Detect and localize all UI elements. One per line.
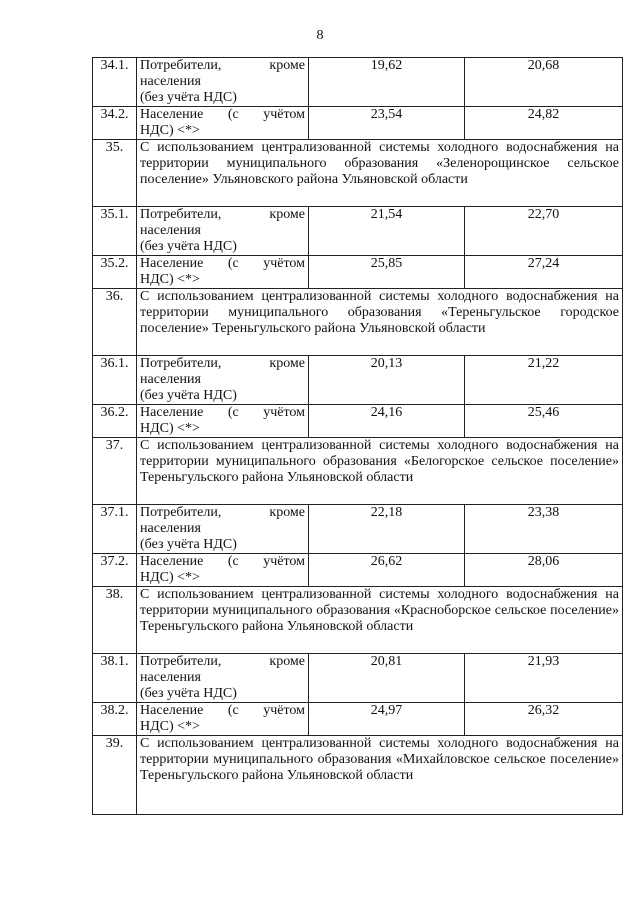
tariff-value-first-period: 20,81 <box>309 654 465 703</box>
table-row <box>93 107 623 140</box>
row-number: 36. <box>93 289 137 356</box>
row-number: 38.2. <box>93 703 137 736</box>
consumer-category <box>137 207 309 256</box>
tariff-value-second-period: 26,32 <box>465 703 623 736</box>
service-description: С использованием централизованной системы холодного водоснабжения на территории муниципального образования «Тереньгульское городское поселение» Тереньгульского района Ульяновской области <box>137 289 623 356</box>
consumer-category-line: НДС) <*> <box>140 719 200 734</box>
consumer-category-line: (без учёта НДС) <box>140 537 237 552</box>
consumer-category-line: Население (с учётом <box>140 405 305 420</box>
tariff-value-second-period: 21,22 <box>465 356 623 405</box>
tariff-value-second-period: 27,24 <box>465 256 623 289</box>
consumer-category <box>137 356 309 405</box>
tariff-value-first-period: 23,54 <box>309 107 465 140</box>
row-number: 37. <box>93 438 137 505</box>
tariff-value-second-period: 21,93 <box>465 654 623 703</box>
row-number: 36.2. <box>93 405 137 438</box>
tariff-value-second-period: 24,82 <box>465 107 623 140</box>
consumer-category <box>137 554 309 587</box>
consumer-category-line: Потребители, кроме <box>140 58 305 73</box>
consumer-category <box>137 654 309 703</box>
service-description: С использованием централизованной системы холодного водоснабжения на территории муниципального образования «Михайловское сельское поселение» Тереньгульского района Ульяновской области <box>137 736 623 815</box>
tariff-value-first-period: 24,16 <box>309 405 465 438</box>
consumer-category-line: Потребители, кроме <box>140 654 305 669</box>
tariff-value-second-period: 22,70 <box>465 207 623 256</box>
table-row <box>93 703 623 736</box>
row-number: 36.1. <box>93 356 137 405</box>
table-row <box>93 207 623 256</box>
consumer-category <box>137 505 309 554</box>
row-number: 35. <box>93 140 137 207</box>
consumer-category-line: (без учёта НДС) <box>140 686 237 701</box>
table-row <box>93 140 623 207</box>
consumer-category-line: населения <box>140 521 201 536</box>
tariff-value-second-period: 23,38 <box>465 505 623 554</box>
row-number: 38.1. <box>93 654 137 703</box>
table-row <box>93 587 623 654</box>
consumer-category-line: населения <box>140 223 201 238</box>
tariff-value-first-period: 19,62 <box>309 58 465 107</box>
table-row <box>93 289 623 356</box>
table-row <box>93 736 623 815</box>
consumer-category-line: Население (с учётом <box>140 703 305 718</box>
table-row <box>93 405 623 438</box>
row-number: 38. <box>93 587 137 654</box>
table-row <box>93 554 623 587</box>
consumer-category-line: населения <box>140 670 201 685</box>
row-number: 37.2. <box>93 554 137 587</box>
row-number: 35.2. <box>93 256 137 289</box>
tariff-value-first-period: 24,97 <box>309 703 465 736</box>
table-row <box>93 654 623 703</box>
tariff-value-second-period: 20,68 <box>465 58 623 107</box>
tariff-value-first-period: 26,62 <box>309 554 465 587</box>
tariff-value-first-period: 25,85 <box>309 256 465 289</box>
service-description: С использованием централизованной системы холодного водоснабжения на территории муниципального образования «Белогорское сельское поселение» Тереньгульского района Ульяновской области <box>137 438 623 505</box>
page-number: 8 <box>316 28 324 43</box>
row-number: 39. <box>93 736 137 815</box>
tariff-value-second-period: 25,46 <box>465 405 623 438</box>
consumer-category-line: населения <box>140 372 201 387</box>
tariff-value-first-period: 20,13 <box>309 356 465 405</box>
consumer-category <box>137 256 309 289</box>
table-row <box>93 58 623 107</box>
service-description: С использованием централизованной системы холодного водоснабжения на территории муниципального образования «Красноборское сельское поселение» Тереньгульского района Ульяновской области <box>137 587 623 654</box>
consumer-category-line: (без учёта НДС) <box>140 239 237 254</box>
consumer-category-line: Население (с учётом <box>140 256 305 271</box>
consumer-category-line: НДС) <*> <box>140 123 200 138</box>
consumer-category <box>137 703 309 736</box>
consumer-category <box>137 107 309 140</box>
tariff-value-first-period: 21,54 <box>309 207 465 256</box>
table-row <box>93 505 623 554</box>
consumer-category-line: НДС) <*> <box>140 272 200 287</box>
tariff-value-second-period: 28,06 <box>465 554 623 587</box>
consumer-category-line: НДС) <*> <box>140 570 200 585</box>
consumer-category-line: (без учёта НДС) <box>140 90 237 105</box>
table-row <box>93 256 623 289</box>
consumer-category-line: Население (с учётом <box>140 107 305 122</box>
table-row <box>93 438 623 505</box>
consumer-category-line: Потребители, кроме <box>140 505 305 520</box>
consumer-category <box>137 405 309 438</box>
row-number: 34.2. <box>93 107 137 140</box>
tariff-table <box>92 57 623 815</box>
row-number: 34.1. <box>93 58 137 107</box>
service-description: С использованием централизованной системы холодного водоснабжения на территории муниципального образования «Зеленорощинское сельское поселение» Ульяновского района Ульяновской области <box>137 140 623 207</box>
consumer-category-line: Потребители, кроме <box>140 356 305 371</box>
row-number: 35.1. <box>93 207 137 256</box>
consumer-category-line: (без учёта НДС) <box>140 388 237 403</box>
consumer-category-line: Потребители, кроме <box>140 207 305 222</box>
row-number: 37.1. <box>93 505 137 554</box>
table-row <box>93 356 623 405</box>
consumer-category-line: Население (с учётом <box>140 554 305 569</box>
consumer-category-line: населения <box>140 74 201 89</box>
consumer-category-line: НДС) <*> <box>140 421 200 436</box>
tariff-value-first-period: 22,18 <box>309 505 465 554</box>
consumer-category <box>137 58 309 107</box>
